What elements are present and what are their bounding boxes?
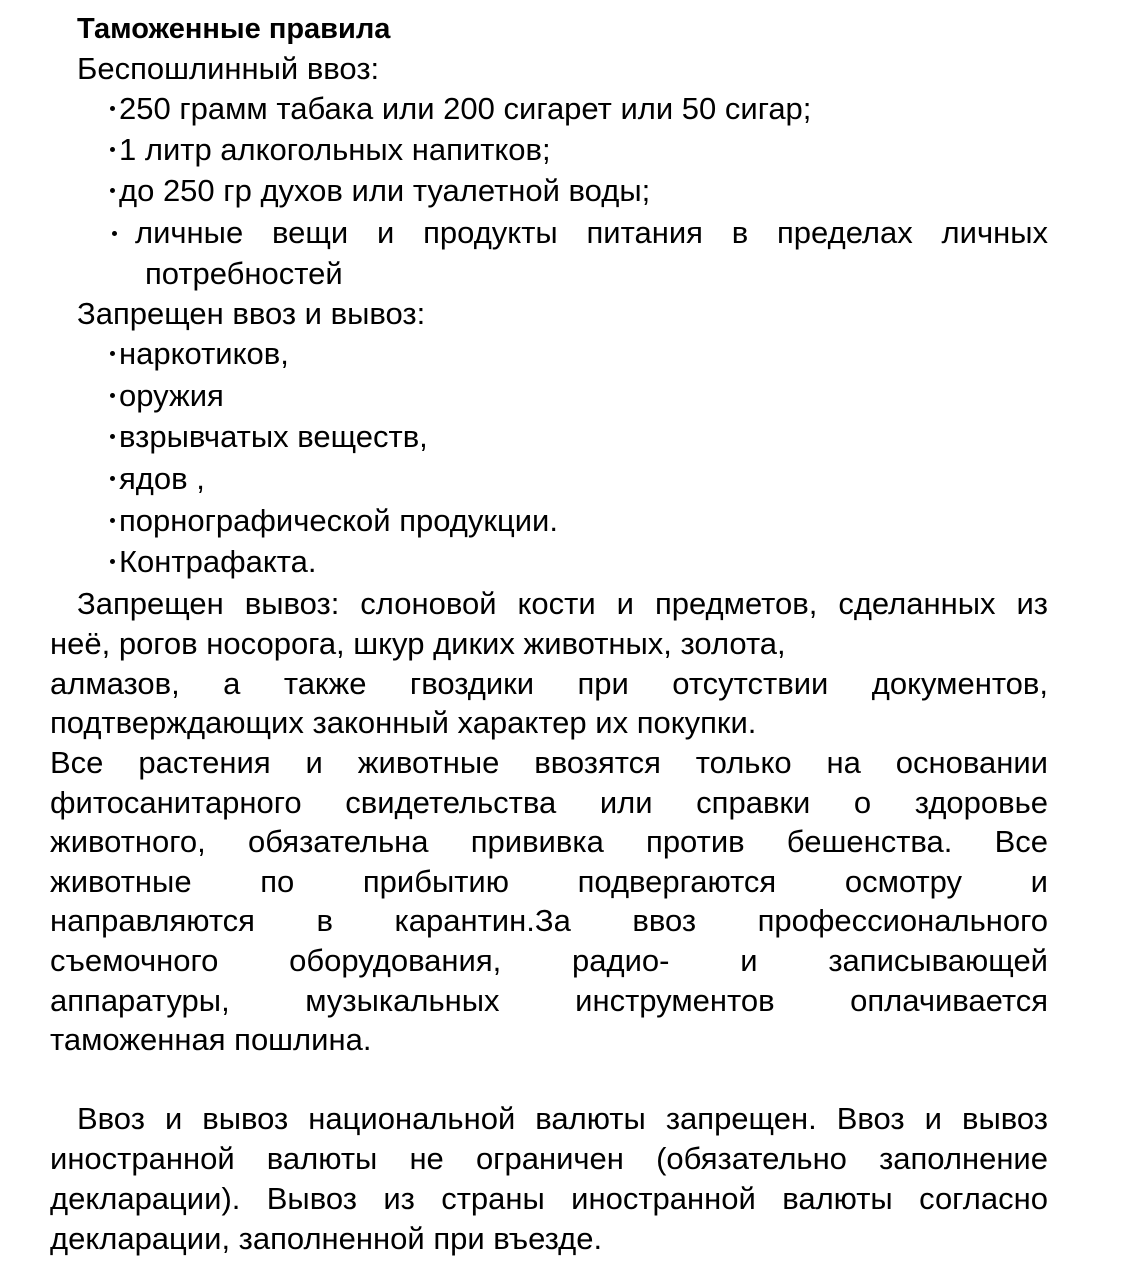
prohibited-item: оружия xyxy=(110,377,224,415)
currency-line: декларации). Вывоз из страны иностранной валюты согласно xyxy=(50,1181,1048,1216)
currency-line: иностранной валюты не ограничен (обязательно заполнение xyxy=(50,1141,1048,1176)
bullet-icon xyxy=(110,147,115,152)
plants-animals-line: Все растения и животные ввозятся только на основании xyxy=(50,745,1048,780)
prohibited-export-line: Запрещен вывоз: слоновой кости и предметов, сделанных из xyxy=(77,586,1048,621)
plants-animals-line: животного, обязательна прививка против бешенства. Все xyxy=(50,824,1048,859)
plants-animals-line: аппаратуры, музыкальных инструментов оплачивается xyxy=(50,983,1048,1018)
prohibited-item: Контрафакта. xyxy=(110,543,316,581)
duty-free-item: 250 грамм табака или 200 сигарет или 50 сигар; xyxy=(110,90,811,128)
currency-line: Ввоз и вывоз национальной валюты запрещен. Ввоз и вывоз xyxy=(77,1101,1048,1136)
bullet-icon xyxy=(110,434,115,439)
bullet-icon xyxy=(110,351,115,356)
prohibited-export-line: неё, рогов носорога, шкур диких животных, золота, xyxy=(50,626,786,661)
bullet-icon xyxy=(110,393,115,398)
bullet-icon xyxy=(110,476,115,481)
currency-line: декларации, заполненной при въезде. xyxy=(50,1221,603,1256)
prohibited-both-heading: Запрещен ввоз и вывоз: xyxy=(77,296,426,331)
document-title: Таможенные правила xyxy=(77,13,391,45)
plants-animals-line: животные по прибытию подвергаются осмотру и xyxy=(50,864,1048,899)
prohibited-item: порнографической продукции. xyxy=(110,502,558,540)
duty-free-item: до 250 гр духов или туалетной воды; xyxy=(110,172,650,210)
prohibited-export-line: подтверждающих законный характер их покупки. xyxy=(50,705,757,740)
duty-free-item-continuation: потребностей xyxy=(145,256,343,291)
prohibited-export-line: алмазов, а также гвоздики при отсутствии документов, xyxy=(50,666,1048,701)
prohibited-item: ядов , xyxy=(110,460,205,498)
bullet-icon xyxy=(110,106,115,111)
bullet-icon xyxy=(110,559,115,564)
plants-animals-line: съемочного оборудования, радио- и записывающей xyxy=(50,943,1048,978)
bullet-icon xyxy=(110,518,115,523)
bullet-icon xyxy=(112,231,117,236)
plants-animals-line: фитосанитарного свидетельства или справки о здоровье xyxy=(50,785,1048,820)
plants-animals-line: таможенная пошлина. xyxy=(50,1022,372,1057)
prohibited-item: наркотиков, xyxy=(110,335,289,373)
bullet-icon xyxy=(110,188,115,193)
duty-free-item: 1 литр алкогольных напитков; xyxy=(110,131,551,169)
duty-free-item: личные вещи и продукты питания в пределах личных xyxy=(110,214,1048,252)
plants-animals-line: направляются в карантин.За ввоз профессионального xyxy=(50,903,1048,938)
prohibited-item: взрывчатых веществ, xyxy=(110,418,428,456)
duty-free-heading: Беспошлинный ввоз: xyxy=(77,51,380,86)
